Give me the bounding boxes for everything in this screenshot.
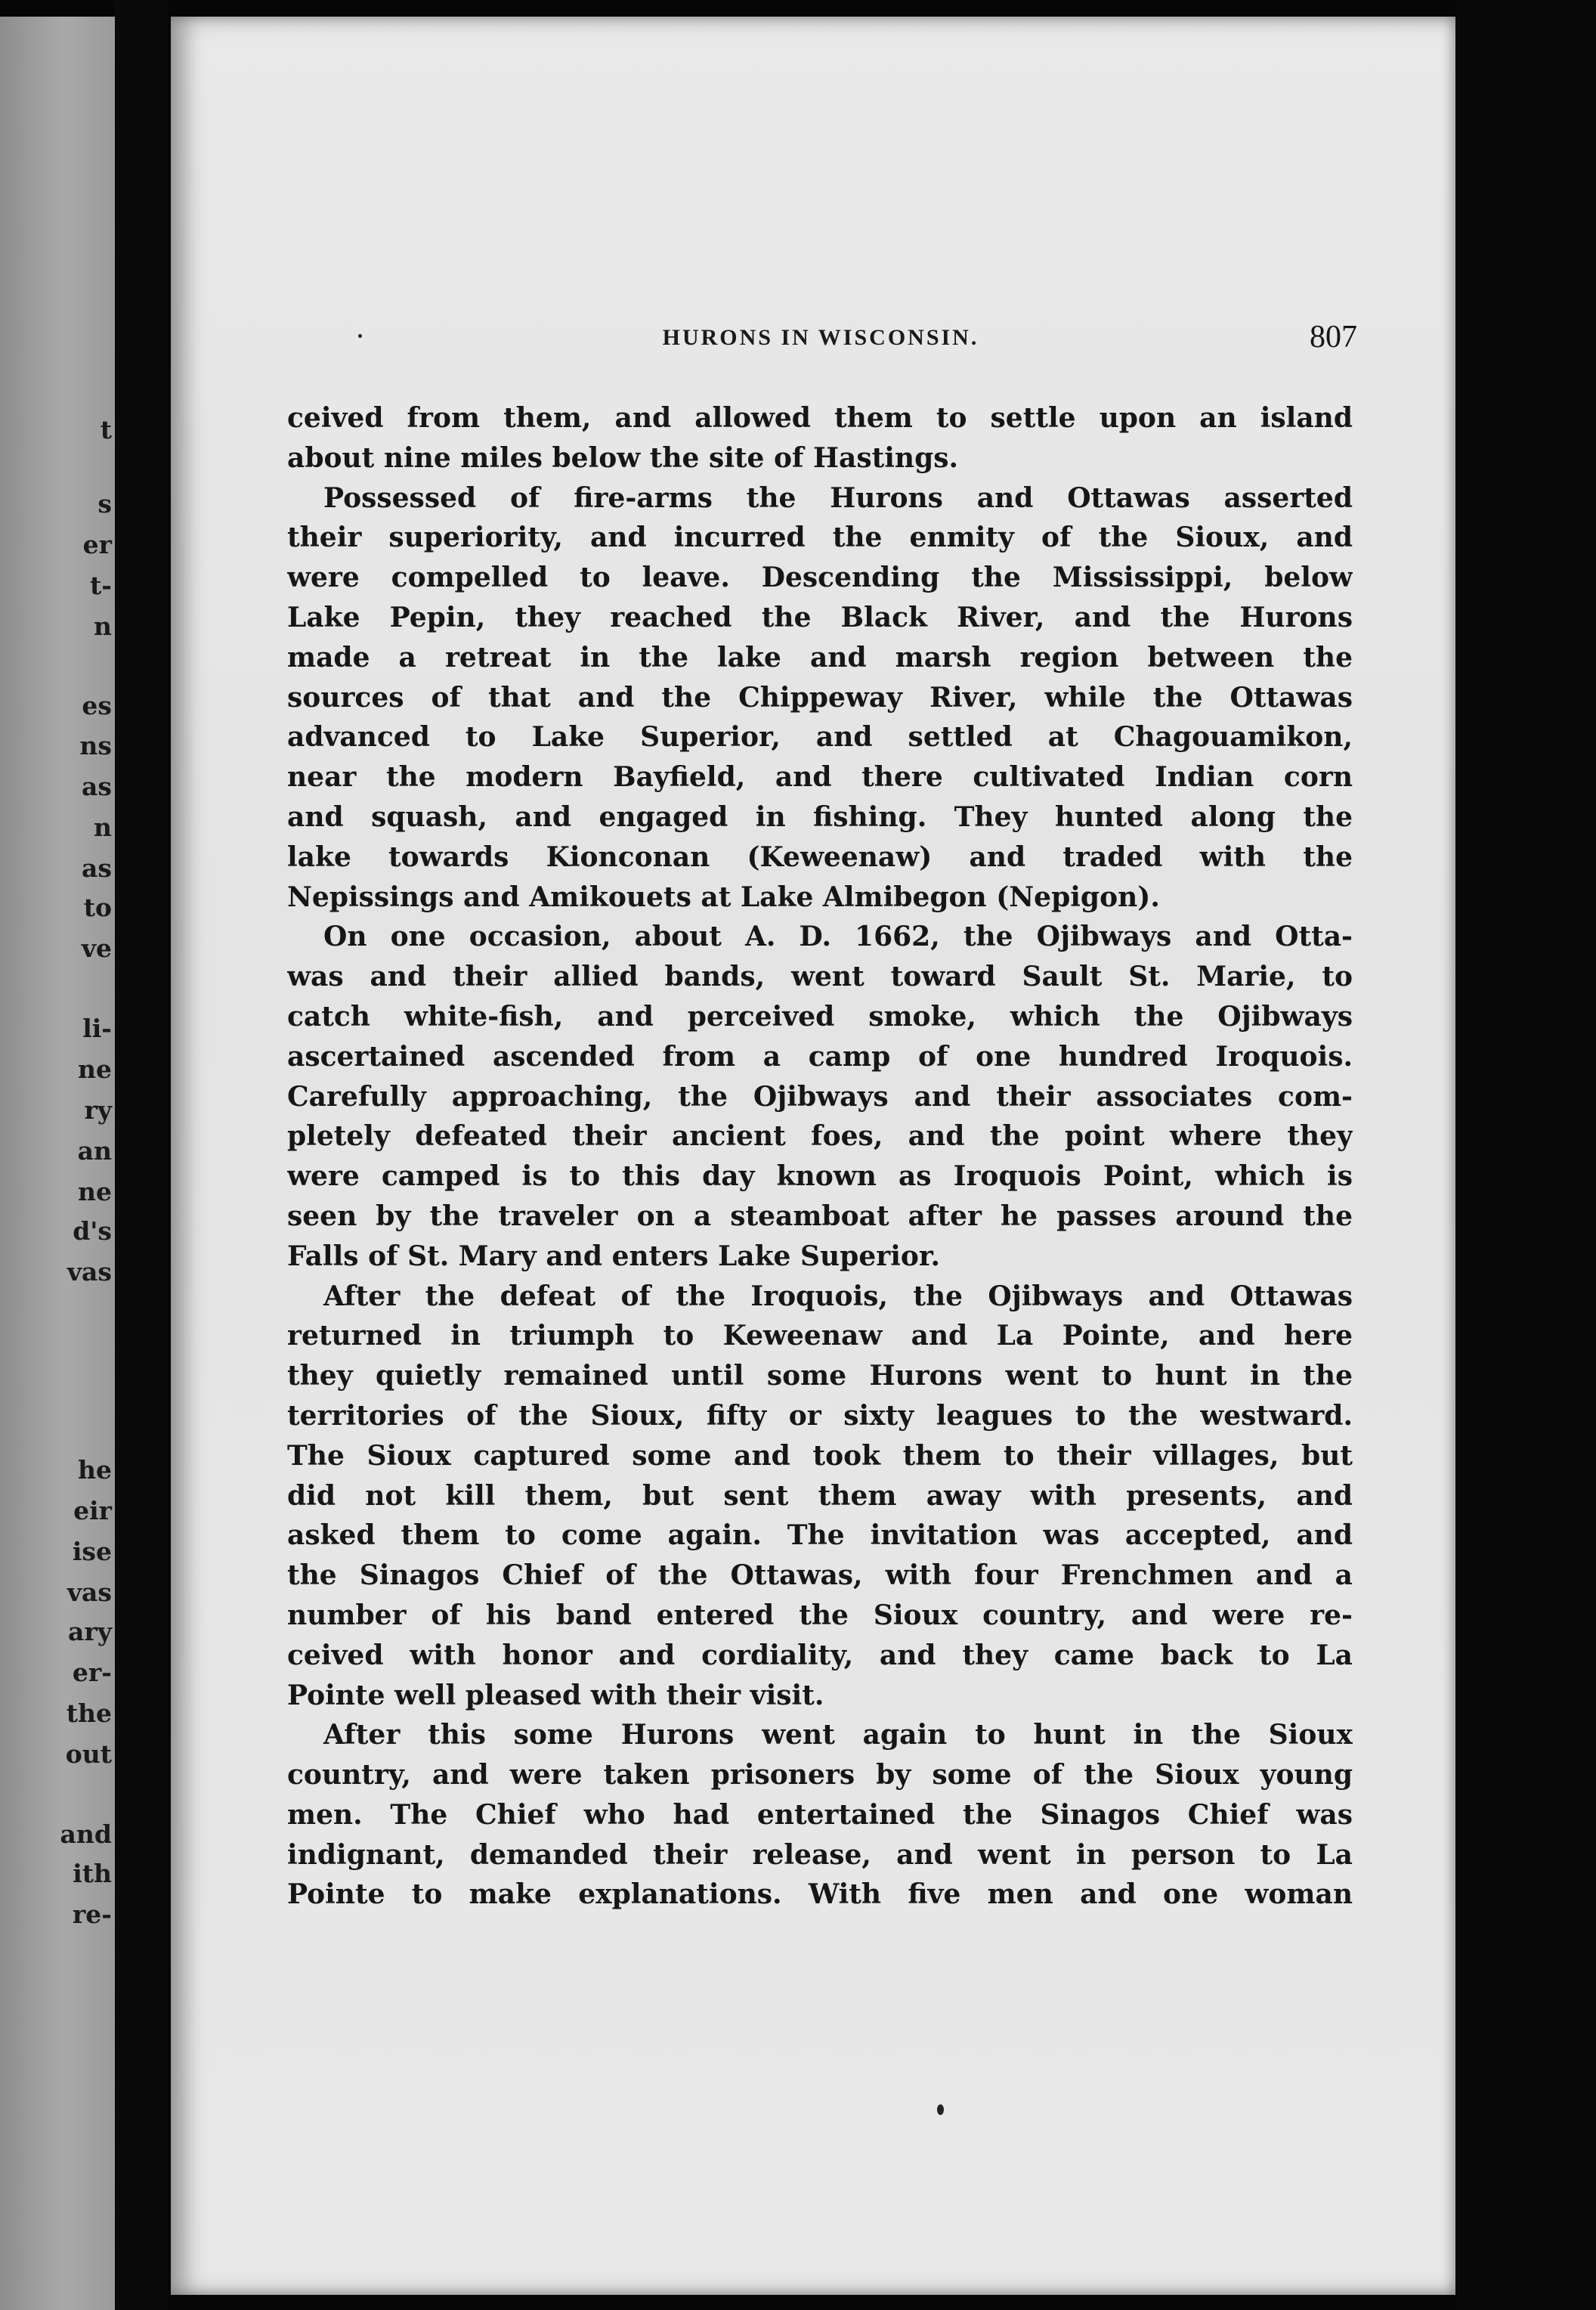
text-line: pletely defeated their ancient foes, and the point where they (287, 1120, 1353, 1153)
text-line: the Sinagos Chief of the Ottawas, with four Frenchmen and a (287, 1559, 1353, 1592)
left-page-fragment: ise (72, 1537, 112, 1566)
left-page-fragment: er- (72, 1658, 112, 1687)
left-page-fragment: and (60, 1819, 112, 1849)
text-line: did not kill them, but sent them away with presents, and (287, 1479, 1353, 1512)
page-number: 807 (1310, 320, 1357, 355)
text-line: After this some Hurons went again to hunt in the Sioux (323, 1719, 1353, 1751)
text-line: men. The Chief who had entertained the Sinagos Chief was (287, 1798, 1353, 1831)
text-line: On one occasion, about A. D. 1662, the Ojibways and Otta- (323, 921, 1353, 953)
text-line: Falls of St. Mary and enters Lake Superior. (287, 1240, 941, 1272)
left-page-fragment: li- (82, 1014, 112, 1043)
text-line: made a retreat in the lake and marsh region between the (287, 641, 1353, 673)
left-page-fragment: re- (72, 1900, 112, 1929)
text-line: was and their allied bands, went toward Sault St. Marie, to (287, 961, 1353, 993)
text-line: were camped is to this day known as Iroquois Point, which is (287, 1160, 1353, 1193)
text-line: Carefully approaching, the Ojibways and their associates com- (287, 1080, 1353, 1113)
running-head (284, 319, 1357, 357)
text-line: ceived with honor and cordiality, and they came back to La (287, 1639, 1353, 1671)
left-page-fragment: ne (78, 1177, 112, 1206)
ink-speck (358, 334, 362, 338)
left-page-fragment: vas (66, 1578, 112, 1607)
text-line: country, and were taken prisoners by some of the Sioux young (287, 1759, 1353, 1791)
text-line: The Sioux captured some and took them to their villages, but (287, 1439, 1353, 1472)
left-page-fragment: d's (73, 1216, 112, 1246)
text-line: After the defeat of the Iroquois, the Ojibways and Ottawas (323, 1280, 1353, 1312)
text-line: indignant, demanded their release, and went in person to La (287, 1838, 1353, 1871)
text-line: seen by the traveler on a steamboat after he passes around the (287, 1200, 1353, 1232)
text-line: ceived from them, and allowed them to settle upon an island (287, 402, 1353, 434)
left-page-fragment: as (82, 853, 112, 883)
ink-speck (937, 2104, 944, 2115)
text-line: they quietly remained until some Hurons went to hunt in the (287, 1360, 1353, 1392)
text-line: ascertained ascended from a camp of one hundred Iroquois. (287, 1040, 1353, 1073)
text-line: territories of the Sioux, fifty or sixty leagues to the westward. (287, 1399, 1353, 1432)
text-line: sources of that and the Chippeway River, while the Ottawas (287, 681, 1353, 714)
text-line: advanced to Lake Superior, and settled at Chagouamikon, (287, 721, 1353, 754)
left-page-fragment: t- (90, 571, 112, 600)
left-page-fragment: he (78, 1455, 112, 1485)
left-page-fragment: the (66, 1698, 112, 1728)
text-line: about nine miles below the site of Hastings. (287, 441, 959, 474)
text-line: lake towards Kionconan (Keweenaw) and traded with the (287, 841, 1353, 873)
book-page (171, 17, 1455, 2295)
text-line: catch white-fish, and perceived smoke, which the Ojibways (287, 1000, 1353, 1033)
text-line: were compelled to leave. Descending the Mississippi, below (287, 562, 1353, 594)
text-line: asked them to come again. The invitation was accepted, and (287, 1519, 1353, 1552)
running-title: HURONS IN WISCONSIN. (662, 325, 979, 350)
text-line: their superiority, and incurred the enmity of the Sioux, and (287, 522, 1353, 554)
text-line: number of his band entered the Sioux country, and were re- (287, 1599, 1353, 1631)
left-page-fragment: n (94, 612, 112, 641)
text-line: Possessed of fire-arms the Hurons and Ottawas asserted (323, 482, 1353, 514)
left-page-fragment: vas (66, 1257, 112, 1287)
body-text (287, 398, 1353, 1915)
text-line: Pointe to make explanations. With five men and one woman (287, 1878, 1353, 1911)
left-page-fragment: ith (73, 1859, 112, 1888)
left-page-fragment: t (100, 415, 112, 444)
left-page-fragment: ne (78, 1054, 112, 1084)
text-line: Lake Pepin, they reached the Black River, and the Hurons (287, 601, 1353, 633)
left-page-fragment: an (77, 1136, 112, 1166)
left-page-fragment: ns (79, 731, 112, 760)
scan-border (1455, 0, 1596, 2310)
left-page-fragment: as (82, 772, 112, 801)
book-gutter (115, 0, 168, 2310)
left-page-fragment: ry (84, 1095, 112, 1125)
left-page-fragment: s (97, 489, 112, 519)
left-page-fragment: out (65, 1739, 112, 1769)
left-page-fragment: es (82, 691, 112, 720)
left-page-fragment: eir (73, 1496, 112, 1525)
left-page-fragment: n (94, 813, 112, 842)
left-page-fragment: er (82, 530, 112, 559)
text-line: and squash, and engaged in fishing. They hunted along the (287, 800, 1353, 833)
text-line: Nepissings and Amikouets at Lake Almibegon (Nepigon). (287, 881, 1160, 913)
text-line: near the modern Bayfield, and there cultivated Indian corn (287, 761, 1353, 794)
previous-page-edge (0, 17, 115, 2310)
text-line: returned in triumph to Keweenaw and La Pointe, and here (287, 1320, 1353, 1352)
left-page-fragment: to (83, 893, 112, 922)
left-page-fragment: ary (68, 1617, 112, 1646)
text-line: Pointe well pleased with their visit. (287, 1679, 824, 1711)
left-page-fragment: ve (81, 934, 112, 963)
